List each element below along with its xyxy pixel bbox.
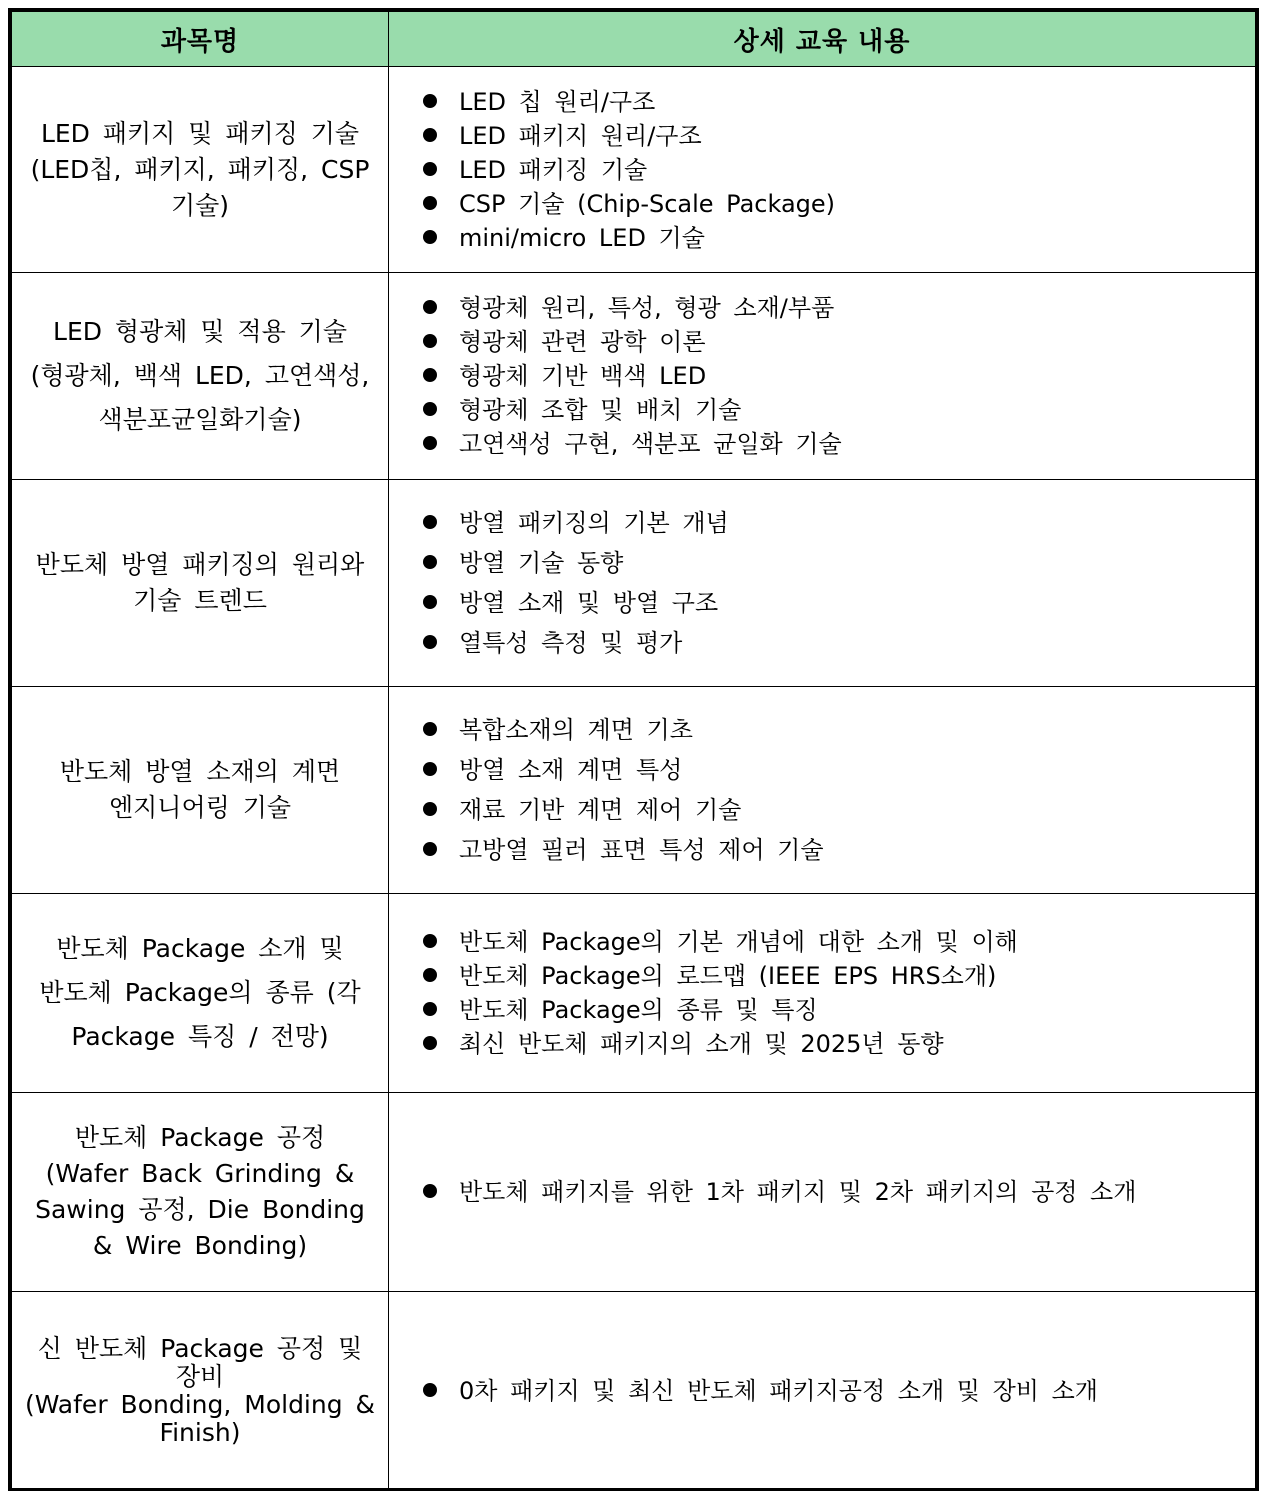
list-item: 형광체 원리, 특성, 형광 소재/부품 [423,291,1255,325]
subject-line: (LED칩, 패키지, 패키징, CSP [30,154,370,184]
subject-line: (형광체, 백색 LED, 고연색성, [30,361,370,390]
list-item: 반도체 패키지를 위한 1차 패키지 및 2차 패키지의 공정 소개 [423,1175,1255,1209]
subject-line: 반도체 방열 패키징의 원리와 [35,550,365,579]
subject-line: 반도체 방열 소재의 계면 [59,757,341,786]
list-item: 재료 기반 계면 제어 기술 [423,790,1255,830]
list-item: 방열 소재 및 방열 구조 [423,583,1255,623]
subject-line: Package 특징 / 전망) [71,1022,329,1051]
curriculum-table [11,11,1256,1491]
list-item: 방열 패키징의 기본 개념 [423,503,1255,543]
subject-cell [12,1292,389,1491]
list-item: 형광체 관련 광학 이론 [423,325,1255,359]
list-item: 형광체 조합 및 배치 기술 [423,393,1255,427]
header-row [12,12,1256,67]
subject-line: (Wafer Back Grinding & [45,1159,355,1188]
detail-cell [389,273,1256,480]
subject-cell [12,1093,389,1292]
list-item: 0차 패키지 및 최신 반도체 패키지공정 소개 및 장비 소개 [423,1374,1255,1408]
table-row [12,480,1256,687]
list-item: 반도체 Package의 종류 및 특징 [423,993,1255,1027]
list-item: LED 패키지 원리/구조 [423,119,1255,153]
subject-line: 장비 [175,1362,225,1391]
subject-column-header: 과목명 [12,12,389,67]
list-item: 복합소재의 계면 기초 [423,710,1255,750]
list-item: 반도체 Package의 기본 개념에 대한 소개 및 이해 [423,925,1255,959]
subject-line: LED 형광체 및 적용 기술 [53,317,347,346]
subject-line: 반도체 Package 소개 및 [56,934,344,963]
detail-list [423,1374,1255,1408]
subject-cell [12,67,389,273]
detail-cell [389,687,1256,894]
list-item: mini/micro LED 기술 [423,221,1255,255]
curriculum-table-frame [8,8,1259,1491]
list-item: CSP 기술 (Chip-Scale Package) [423,187,1255,221]
subject-line: 색분포균일화기술) [98,405,302,434]
subject-line: 반도체 Package의 종류 (각 [39,978,361,1007]
subject-line: 기술) [170,190,230,220]
list-item: LED 패키징 기술 [423,153,1255,187]
detail-cell [389,480,1256,687]
detail-list [423,503,1255,663]
subject-line: 기술 트렌드 [133,586,267,615]
subject-line: Sawing 공정, Die Bonding [35,1195,365,1224]
detail-list [423,291,1255,461]
detail-list [423,1175,1255,1209]
subject-cell [12,480,389,687]
detail-cell [389,1093,1256,1292]
list-item: LED 칩 원리/구조 [423,85,1255,119]
list-item: 고방열 필러 표면 특성 제어 기술 [423,830,1255,870]
list-item: 방열 소재 계면 특성 [423,750,1255,790]
list-item: 고연색성 구현, 색분포 균일화 기술 [423,427,1255,461]
subject-line: 신 반도체 Package 공정 및 [37,1334,363,1363]
table-row [12,687,1256,894]
subject-cell [12,894,389,1093]
list-item: 형광체 기반 백색 LED [423,359,1255,393]
subject-cell [12,273,389,480]
detail-column-header: 상세 교육 내용 [389,12,1256,67]
subject-line: & Wire Bonding) [92,1231,308,1260]
subject-line: Finish) [159,1418,241,1447]
detail-cell [389,67,1256,273]
detail-cell [389,894,1256,1093]
detail-list [423,85,1255,255]
subject-line: 엔지니어링 기술 [109,793,291,822]
list-item: 방열 기술 동향 [423,543,1255,583]
subject-cell [12,687,389,894]
subject-line: 반도체 Package 공정 [74,1123,326,1152]
list-item: 최신 반도체 패키지의 소개 및 2025년 동향 [423,1027,1255,1061]
list-item: 반도체 Package의 로드맵 (IEEE EPS HRS소개) [423,959,1255,993]
subject-line: (Wafer Bonding, Molding & [24,1390,376,1419]
list-item: 열특성 측정 및 평가 [423,623,1255,663]
table-row [12,1093,1256,1292]
table-row [12,894,1256,1093]
detail-list [423,925,1255,1061]
detail-cell [389,1292,1256,1491]
detail-list [423,710,1255,870]
subject-line: LED 패키지 및 패키징 기술 [40,118,360,148]
table-row [12,67,1256,273]
table-row [12,1292,1256,1491]
table-row [12,273,1256,480]
